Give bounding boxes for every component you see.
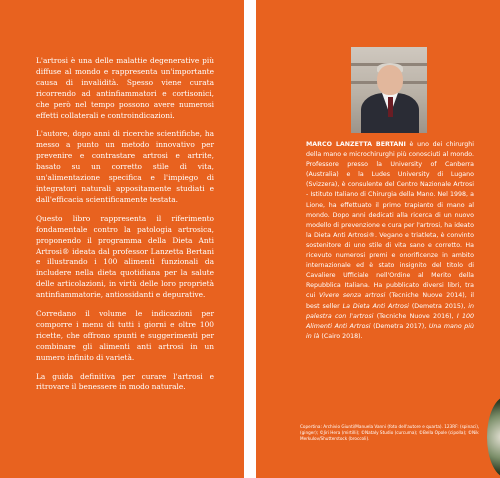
- left-flap: [0, 0, 244, 478]
- book-title: Una mano più in là: [306, 322, 474, 340]
- book-title: I 100 Alimenti Anti Artrosi: [306, 312, 474, 330]
- author-name: MARCO LANZETTA BERTANI: [306, 141, 406, 148]
- paragraph: L'autore, dopo anni di ricerche scientifiche, ha messo a punto un metodo innovativo per prevenire e contrastare artrosi e artrite, basato su un corretto stile di vita, un'alimentazione specifica e l'impiego di integratori naturali appositamente studiati e dall'efficacia scientificamente testata.: [36, 129, 214, 204]
- paragraph: Questo libro rappresenta il riferimento fondamentale contro la patologia artrosica, proponendo il programma della Dieta Anti Artrosi® ideata dal professor Lanzetta Bertani e illustrando i 100 alimenti funzionali da includere nella dieta quotidiana per la salute delle articolazioni, in virtù delle loro proprietà antinfiammatorie, antiossidanti e depurative.: [36, 213, 214, 300]
- paragraph: Corredano il volume le indicazioni per comporre i menu di tutti i giorni e oltre 100 ricette, che offrono spunti e suggerimenti per combinare gli alimenti anti artrosi in un numero infinito di varietà.: [36, 309, 214, 362]
- left-flap-text: [36, 56, 214, 401]
- book-title: La Dieta Anti Artrosi: [342, 302, 409, 310]
- paragraph: La guida definitiva per curare l'artrosi e ritrovare il benessere in modo naturale.: [36, 371, 214, 392]
- paragraph: L'artrosi è una delle malattie degenerative più diffuse al mondo e rappresenta un'importante causa di invalidità. Spesso viene curata ricorrendo ad antinfiammatori e cortisonici, che però nel tempo possono avere numerosi effetti collaterali e controindicazioni.: [36, 56, 214, 120]
- book-title: in palestra con l'artrosi: [306, 302, 474, 320]
- photo-face: [377, 65, 403, 95]
- photo-tie: [388, 97, 393, 117]
- bio-text: (Cairo 2018).: [319, 332, 363, 340]
- photo-credits: Copertina: Archivio Giunti/Manuela Vanni (foto dell'autore e quarta). 123RF: (spinaci), (ginger); ©Jiri Hera (mirtilli); ©Nataly Studio (curcuma); ©Bella Opole (cipolla); ©Nik Merkulov/Shutterstock (broccoli).: [300, 424, 480, 442]
- bio-text: (Tecniche Nuove 2014), il best seller: [306, 292, 475, 310]
- book-title: Vivere senza artrosi: [318, 292, 386, 300]
- bio-text: (Demetra 2017),: [370, 322, 429, 330]
- bio-text: (Tecniche Nuove 2016),: [373, 312, 457, 320]
- bio-text: è uno dei chirurghi della mano e microchirurghi più conosciuti al mondo. Professore presso la University of Canberra (Australia) e la Ludes University di Lugano (Svizzera), è consulente del Centro Nazionale Artrosi - Istituto Italiano di Chirurgia della Mano. Nel 1998, a Lione, ha effettuato il primo trapianto di mano al mondo. Dopo anni dedicati alla ricerca di un nuovo modello di prevenzione e cura per l'artrosi, ha ideato la Dieta Anti Artrosi®. Vegano e triatleta, è convinto sostenitore di uno stile di vita sano e corretto. Ha ricevuto numerosi premi e onorificenze in ambito internazionale ed è stato insignito del titolo di Cavaliere Ufficiale nell'Ordine al Merito della Repubblica Italiana. Ha pubblicato diversi libri, tra cui: [306, 141, 474, 300]
- author-photo: [351, 47, 427, 133]
- author-bio: [306, 140, 474, 342]
- bio-text: (Demetra 2015),: [408, 302, 469, 310]
- page-gutter: [244, 0, 256, 478]
